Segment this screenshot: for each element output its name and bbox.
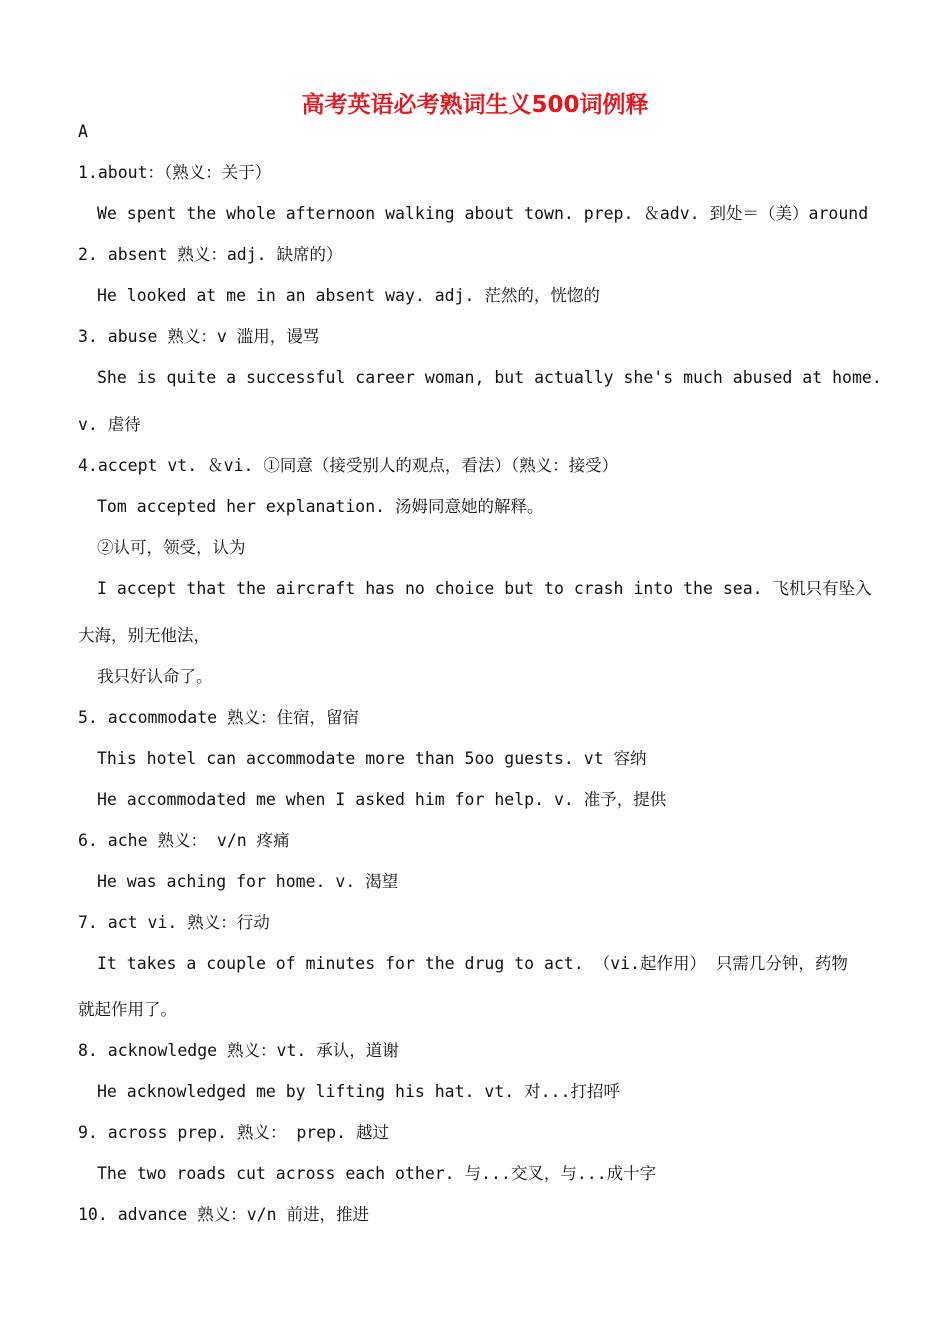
example-sentence-continued: 大海，别无他法， (78, 626, 210, 645)
entry-heading-accept: 4.accept vt. ＆vi. ①同意（接受别人的观点，看法）（熟义：接受） (78, 456, 619, 475)
entry-heading-accommodate: 5. accommodate 熟义：住宿，留宿 (78, 708, 360, 727)
entry-heading-about: 1.about：（熟义：关于） (78, 163, 272, 182)
example-sentence: He accommodated me when I asked him for help. v. 准予，提供 (97, 790, 667, 809)
example-sentence: She is quite a successful career woman, but actually she's much abused at home. (97, 368, 882, 387)
example-gloss: v. 虐待 (78, 415, 141, 434)
sense-heading: ②认可，领受，认为 (97, 538, 246, 557)
entry-heading-acknowledge: 8. acknowledge 熟义：vt. 承认，道谢 (78, 1041, 399, 1060)
example-sentence: The two roads cut across each other. 与...交叉，与...成十字 (97, 1164, 657, 1183)
document-title: 高考英语必考熟词生义500词例释 (301, 92, 649, 118)
section-letter: A (78, 122, 88, 141)
entry-heading-across: 9. across prep. 熟义： prep. 越过 (78, 1123, 389, 1142)
example-sentence: It takes a couple of minutes for the drug to act. （vi.起作用） 只需几分钟，药物 (97, 954, 848, 973)
example-sentence-continued: 我只好认命了。 (97, 667, 213, 686)
example-sentence: Tom accepted her explanation. 汤姆同意她的解释。 (97, 497, 544, 516)
entry-heading-advance: 10. advance 熟义：v/n 前进，推进 (78, 1205, 369, 1224)
entry-heading-ache: 6. ache 熟义： v/n 疼痛 (78, 831, 290, 850)
entry-heading-act: 7. act vi. 熟义：行动 (78, 913, 270, 932)
example-sentence: This hotel can accommodate more than 5oo guests. vt 容纳 (97, 749, 647, 768)
example-sentence-continued: 就起作用了。 (78, 1000, 177, 1019)
entry-heading-absent: 2. absent 熟义：adj. 缺席的） (78, 245, 343, 264)
entry-heading-abuse: 3. abuse 熟义：v 滥用，谩骂 (78, 327, 320, 346)
example-sentence: We spent the whole afternoon walking about town. prep. ＆adv. 到处＝（美）around (97, 204, 869, 223)
example-sentence: He was aching for home. v. 渴望 (97, 872, 399, 891)
example-sentence: I accept that the aircraft has no choice but to crash into the sea. 飞机只有坠入 (97, 579, 872, 598)
example-sentence: He acknowledged me by lifting his hat. vt. 对...打招呼 (97, 1082, 620, 1101)
example-sentence: He looked at me in an absent way. adj. 茫然的，恍惚的 (97, 286, 600, 305)
